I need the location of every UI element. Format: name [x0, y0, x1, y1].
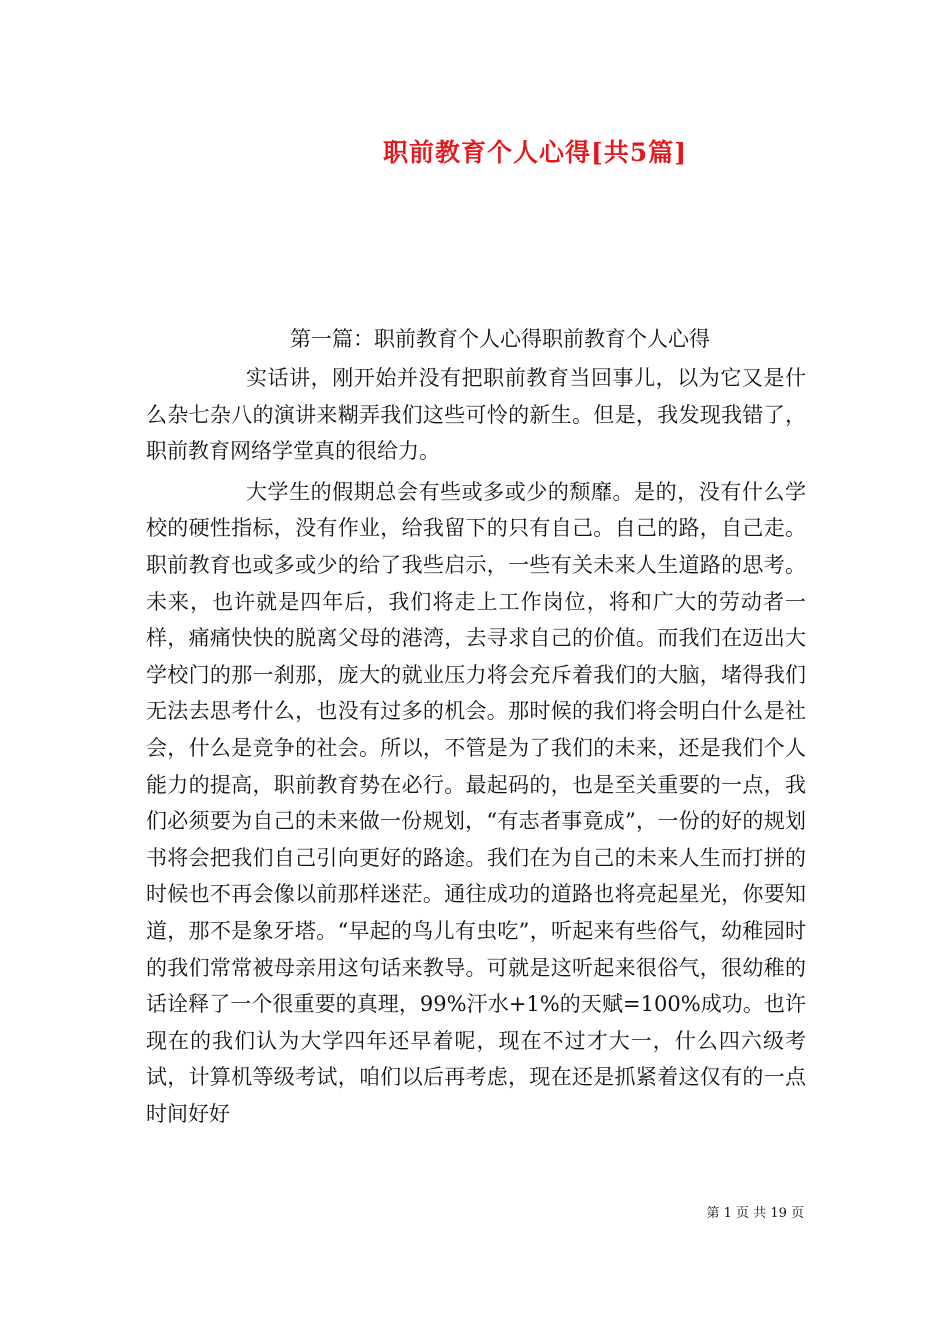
- document-body: [146, 360, 806, 1132]
- paragraph: 大学生的假期总会有些或多或少的颓靡。是的，没有什么学校的硬性指标，没有作业，给我留下的只有自己。自己的路，自己走。职前教育也或多或少的给了我些启示，一些有关未来人生道路的思考。未来，也许就是四年后，我们将走上工作岗位，将和广大的劳动者一样，痛痛快快的脱离父母的港湾，去寻求自己的价值。而我们在迈出大学校门的那一刹那，庞大的就业压力将会充斥着我们的大脑，堵得我们无法去思考什么，也没有过多的机会。那时候的我们将会明白什么是社会，什么是竞争的社会。所以，不管是为了我们的未来，还是我们个人能力的提高，职前教育势在必行。最起码的，也是至关重要的一点，我们必须要为自己的未来做一份规划，“有志者事竟成”，一份的好的规划书将会把我们自己引向更好的路途。我们在为自己的未来人生而打拼的时候也不再会像以前那样迷茫。通往成功的道路也将亮起星光，你要知道，那不是象牙塔。“早起的鸟儿有虫吃”，听起来有些俗气，幼稚园时的我们常常被母亲用这句话来教导。可就是这听起来很俗气，很幼稚的话诠释了一个很重要的真理，99%汗水+1%的天赋=100%成功。也许现在的我们认为大学四年还早着呢，现在不过才大一，什么四六级考试，计算机等级考试，咱们以后再考虑，现在还是抓紧着这仅有的一点时间好好: [146, 479, 806, 1126]
- section-heading: 第一篇：职前教育个人心得职前教育个人心得: [290, 327, 710, 351]
- paragraph: 实话讲，刚开始并没有把职前教育当回事儿，以为它又是什么杂七杂八的演讲来糊弄我们这些可怜的新生。但是，我发现我错了，职前教育网络学堂真的很给力。: [146, 366, 806, 464]
- document-title: 职前教育个人心得[共5篇]: [382, 138, 688, 167]
- page-number-footer: 第 1 页 共 19 页: [706, 1206, 804, 1221]
